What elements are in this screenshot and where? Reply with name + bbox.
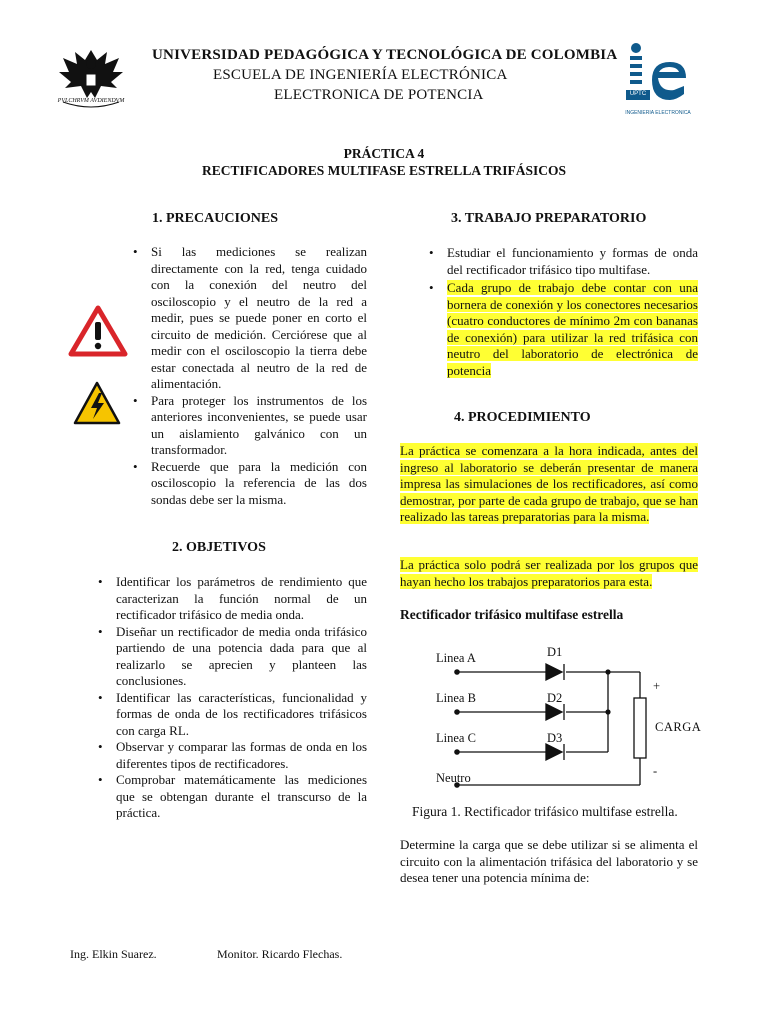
label-neutro: Neutro	[436, 771, 471, 785]
figure-subheading: Rectificador trifásico multifase estrella	[400, 607, 624, 622]
list-item: • Diseñar un rectificador de media onda trifásico partiendo de una potencia dada para que al realizarlo se aprecien y planteen las conclusiones.	[116, 624, 367, 690]
list-item: • Identificar las características, funcionalidad y formas de onda de los rectificadores trifásicos con carga RL.	[116, 690, 367, 740]
figure-caption: Figura 1. Rectificador trifásico multifase estrella.	[412, 804, 678, 819]
objetivos-list	[116, 574, 367, 822]
list-item: • Observar y comparar las formas de onda en los diferentes tipos de rectificadores.	[116, 739, 367, 772]
practice-title: RECTIFICADORES MULTIFASE ESTRELLA TRIFÁSICOS	[202, 163, 566, 178]
list-item: • Si las mediciones se realizan directamente con la red, tenga cuidado con la conexión del neutro del osciloscopio y el neutro de la red a medir, pues se puede poner en corto el circuito de medición. Cerciórese que al medir con el osciloscopio la tierra debe estar conectada al neutro de la red de alimentación.	[151, 244, 367, 393]
list-item: • Para proteger los instrumentos de los anteriores inconvenientes, se puede usar un aislamiento galvánico con un transformador.	[151, 393, 367, 459]
high-voltage-icon	[73, 381, 121, 430]
objetivos-heading: 2. OBJETIVOS	[172, 540, 266, 555]
list-item: • Identificar los parámetros de rendimiento que caracterizan la función normal de un rectificador trifásico de media onda.	[116, 574, 367, 624]
crest-motto: PVLCHRVM AVDIENDVM	[57, 98, 125, 104]
footer-author: Ing. Elkin Suarez.	[70, 947, 157, 961]
list-item: • Estudiar el funcionamiento y formas de onda del rectificador trifásico tipo multifase.	[447, 245, 698, 278]
label-carga: CARGA	[655, 720, 702, 734]
footer-monitor: Monitor. Ricardo Flechas.	[217, 947, 343, 961]
university-name: UNIVERSIDAD PEDAGÓGICA Y TECNOLÓGICA DE COLOMBIA	[152, 47, 618, 63]
label-plus: +	[653, 679, 661, 693]
precauciones-list	[151, 244, 367, 508]
highlighted-text: La práctica solo podrá ser realizada por los grupos que hayan hecho los trabajos preparatorios para esta.	[400, 557, 698, 589]
label-linea-b: Linea B	[436, 691, 476, 705]
logo-caption: INGENIERIA ELECTRONICA	[625, 110, 691, 116]
trabajo-list	[447, 245, 698, 379]
procedimiento-paragraph-3: Determine la carga que se debe utilizar si se alimenta el circuito con la alimentación trifásica del laboratorio y se desea tener una potencia mínima de:	[400, 837, 698, 885]
label-linea-a: Linea A	[436, 651, 476, 665]
list-item	[447, 280, 698, 379]
label-d2: D2	[547, 691, 563, 705]
label-d1: D1	[547, 645, 563, 659]
label-d3: D3	[547, 731, 563, 745]
label-linea-c: Linea C	[436, 731, 476, 745]
school-name: ESCUELA DE INGENIERÍA ELECTRÓNICA	[213, 67, 508, 83]
procedimiento-heading: 4. PROCEDIMIENTO	[454, 410, 591, 425]
precauciones-heading: 1. PRECAUCIONES	[152, 211, 279, 226]
practice-number: PRÁCTICA 4	[343, 146, 425, 161]
highlighted-text: Cada grupo de trabajo debe contar con una bornera de conexión y los conectores necesarios (cuatro conductores de mínimo 2m con bananas de conexión) para utilizar la red trifásica con neutro del laboratorio de electrónica de potencia	[447, 280, 698, 378]
procedimiento-paragraph-2	[400, 557, 698, 590]
university-crest-logo	[55, 42, 127, 112]
course-name: ELECTRONICA DE POTENCIA	[274, 87, 484, 103]
list-item: • Recuerde que para la medición con osciloscopio la referencia de las dos sondas debe ser la misma.	[151, 459, 367, 509]
list-item: • Comprobar matemáticamente las mediciones que se obtengan durante el transcurso de la práctica.	[116, 772, 367, 822]
procedimiento-paragraph-1	[400, 443, 698, 526]
label-minus: -	[653, 764, 658, 778]
highlighted-text: La práctica se comenzara a la hora indicada, antes del ingreso al laboratorio se deberán presentar de manera impresa las simulaciones de los rectificadores, así como demostrar, por parte de cada grupo de trabajo, que se han realizado las tareas preparatorias para la misma.	[400, 443, 698, 524]
engineering-logo	[622, 40, 694, 120]
trabajo-heading: 3. TRABAJO PREPARATORIO	[451, 211, 647, 226]
warning-sign-icon	[68, 305, 128, 362]
logo-badge-text: UPTC	[629, 91, 647, 97]
